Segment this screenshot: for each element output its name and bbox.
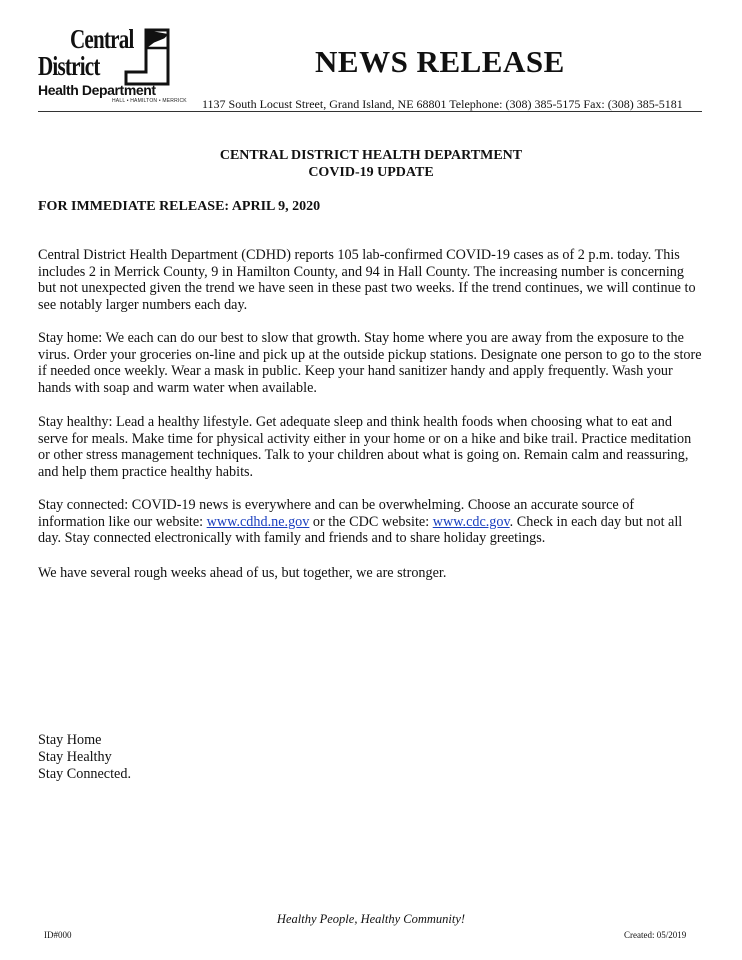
footer-created-date: Created: 05/2019: [624, 930, 687, 940]
signoff-stay-healthy: Stay Healthy: [38, 748, 112, 765]
footer-tagline: Healthy People, Healthy Community!: [276, 912, 466, 926]
release-date: FOR IMMEDIATE RELEASE: APRIL 9, 2020: [38, 199, 321, 214]
signoff-stay-connected: Stay Connected.: [38, 765, 131, 782]
paragraph-closing: We have several rough weeks ahead of us, but together, we are stronger.: [38, 565, 447, 581]
district-map-icon: [124, 28, 170, 86]
paragraph-stay-connected-part3: . Check in each day but not all day. Stay connected electronically with family and friends and to share holiday greetings.: [38, 513, 683, 547]
paragraph-stay-home: Stay home: We each can do our best to slow that growth. Stay home where you are away from the exposure to the virus. Order your groceries on-line and pick up at the outside pickup stations. Designate one person to go to the store if needed once weekly. Wear a mask in public. Keep your hand sanitizer handy and apply frequently. Wash your hands with soap and warm water when available.: [38, 330, 702, 396]
paragraph-stay-connected-part1: Stay connected: COVID-19 news is everywhere and can be overwhelming. Choose an accurate source of information like our website:: [38, 497, 635, 530]
update-heading: COVID-19 UPDATE: [308, 165, 434, 180]
page-title: NEWS RELEASE: [315, 44, 565, 79]
logo-district-text: District: [38, 51, 100, 81]
cdc-website-link[interactable]: www.cdc.gov: [432, 513, 510, 530]
signoff-stay-home: Stay Home: [38, 732, 102, 748]
paragraph-stay-healthy: Stay healthy: Lead a healthy lifestyle. Get adequate sleep and think health foods when choosing what to eat and serve for meals. Make time for physical activity either in your home or on a hike and bike trail. Practice meditation or other stress management techniques. Talk to your children about what is going on. Remain calm and reassuring, and help them practice healthy habits.: [38, 414, 692, 480]
header-divider: [38, 111, 702, 112]
footer-document-id: ID#000: [44, 930, 72, 940]
paragraph-stay-connected: [38, 497, 702, 547]
cdhd-website-link[interactable]: www.cdhd.ne.gov: [206, 513, 310, 530]
paragraph-stay-connected-part2: or the CDC website:: [309, 513, 433, 530]
cdhd-logo: [38, 24, 188, 110]
logo-central-text: Central: [70, 24, 134, 54]
contact-address: 1137 South Locust Street, Grand Island, NE 68801 Telephone: (308) 385-5175 Fax: (308) 385-5181: [202, 97, 683, 111]
signoff-block: [38, 732, 131, 782]
logo-counties-text: HALL • HAMILTON • MERRICK: [112, 98, 187, 104]
department-heading: CENTRAL DISTRICT HEALTH DEPARTMENT: [219, 148, 523, 163]
logo-health-department-text: Health Department: [38, 82, 156, 98]
paragraph-case-report: Central District Health Department (CDHD) reports 105 lab-confirmed COVID-19 cases as of 2 p.m. today. This includes 2 in Merrick County, 9 in Hamilton County, and 94 in Hall County. The increasing number is concerning but not unexpected given the trend we have seen in these past two weeks. If the trend continues, we will continue to see notably larger numbers each day.: [38, 247, 696, 313]
